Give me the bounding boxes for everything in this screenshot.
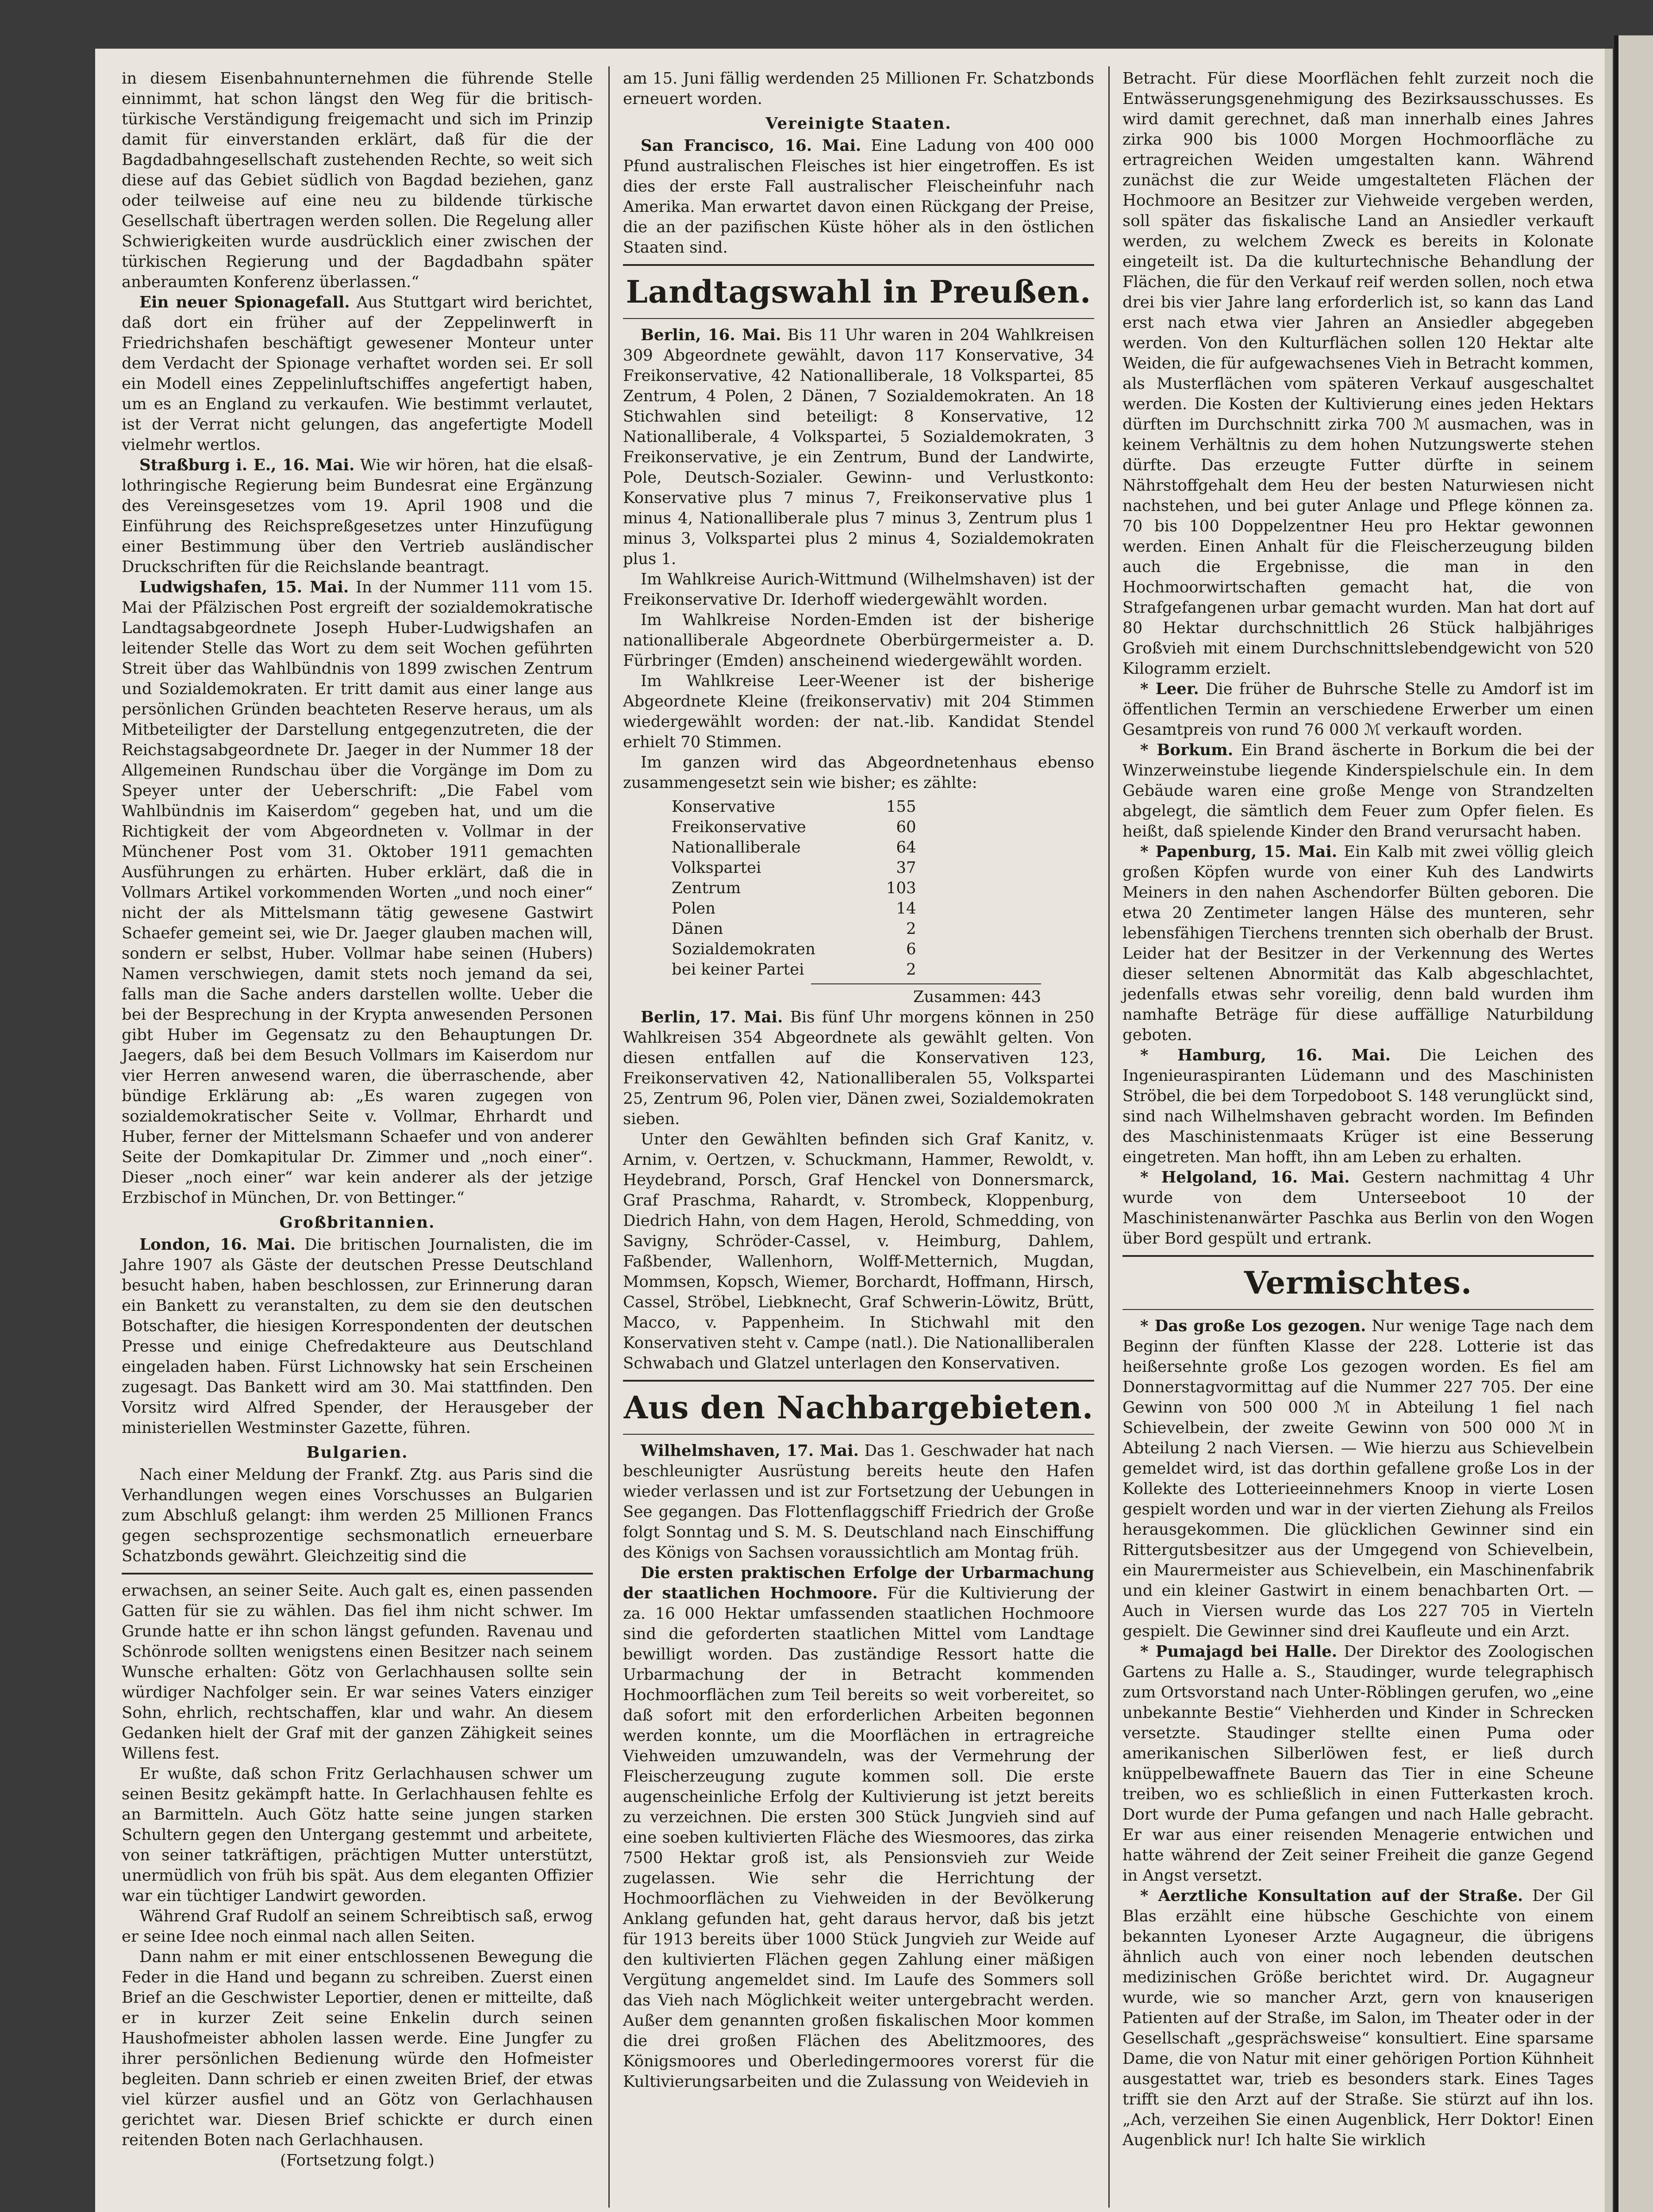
- seat-count: 37: [896, 859, 916, 877]
- article-text: Bis 11 Uhr waren in 204 Wahlkreisen 309 Abgeordnete gewählt, davon 117 Konservative, 34 Freikonservative, 42 Nationalliberale, 18 Volkspartei, 85 Zentrum, 4 Polen, 2 Dänen, 7 Sozialdemokraten. An 18 Stichwahlen sind beteiligt: 8 Konservative, 12 Nationalliberale, 4 Volkspartei, 5 Sozialdemokraten, 3 Freikonservative, je ein Zentrum, Bund der Landwirte, Pole, Deutsch-Sozialer. Gewinn- und Verlustkonto: Konservative plus 7 minus 7, Freikonservative plus 1 minus 4, Nationalliberale plus 7 minus 3, Zentrum plus 1 minus 3, Volkspartei plus 2 minus 4, Sozialdemokraten plus 1.: [623, 326, 1094, 568]
- article: [623, 325, 1094, 569]
- article-text: Nur wenige Tage nach dem Beginn der fünften Klasse der 228. Lotterie ist das heißersehnte große Los gezogen worden. Es fiel am Donnerstagvormittag auf die Nummer 227 705. Der eine Gewinn von 500 000 ℳ in Abteilung 1 fiel nach Schievelbein, der zweite Gewinn von 500 000 ℳ in Abteilung 2 nach Viersen. — Wie hierzu aus Schievelbein gemeldet wird, ist das dorthin gefallene große Los in der Kollekte des Lotterieeinnehmers Knoop in vierte Losen gespielt worden und war in der vierten Ziehung als Freilos herausgekommen. Die glücklichen Gewinner sind ein Rittergutsbesitzer aus der Umgegend von Schievelbein, ein Maurermeister aus Schievelbein, ein Maschinenfabrik und ein kleiner Gastwirt in einem benachbarten Ort. — Auch in Viersen wurde das Los 227 705 in Vierteln gespielt. Die Gewinner sind drei Kaufleute und ein Arzt.: [1123, 1317, 1594, 1640]
- article: [623, 1007, 1094, 1129]
- article-title: * Aerztliche Konsultation auf der Straße.: [1140, 1887, 1523, 1905]
- section-divider: [1123, 1255, 1594, 1257]
- novel-text: Dann nahm er mit einer entschlossenen Bewegung die Feder in die Hand und begann zu schreiben. Zuerst einen Brief an die Geschwister Leportier, denen er mitteilte, daß er in kurzer Zeit seine Enkelin durch seinen Haushofmeister abholen lassen werde. Eine Jungfer zu ihrer persönlichen Bedienung würde den Hofmeister begleiten. Dann schrieb er einen zweiten Brief, der etwas viel kürzer ausfiel und an Götz von Gerlachhausen gerichtet war. Diesen Brief schickte er durch einen reitenden Boten nach Gerlachhausen.: [122, 1948, 593, 2149]
- dateline: * Borkum.: [1140, 741, 1234, 759]
- novel-text: erwachsen, an seiner Seite. Auch galt es, einen passenden Gatten für sie zu wählen. Das fiel ihm nicht schwer. Im Grunde hatte er ihn schon längst gefunden. Ravenau und Schönrode sollten wenigstens einen Besitzer nach seinem Wunsche erhalten: Götz von Gerlachhausen sollte sein würdiger Nachfolger sein. Er war seines Vaters einziger Sohn, ehrlich, rechtschaffen, klar und wahr. An diesem Gedanken hielt der Graf mit der ganzen Zähigkeit seines Willens fest.: [122, 1582, 593, 1763]
- article-text: Das 1. Geschwader hat nach beschleunigter Ausrüstung bereits heute den Hafen wieder verlassen und ist zur Fortsetzung der Uebungen in See gegangen. Das Flottenflaggschiff Friedrich der Große folgt Sonntag und S. M. S. Deutschland nach Einschiffung des Königs von Sachsen voraussichtlich am Montag früh.: [623, 1442, 1094, 1562]
- article-text: Im Wahlkreise Norden-Emden ist der bisherige nationalliberale Abgeordnete Oberbürgermeister a. D. Fürbringer (Emden) anscheinend wiedergewählt worden.: [623, 611, 1094, 670]
- article: [1123, 1886, 1594, 2151]
- article: [623, 136, 1094, 258]
- novel-text: Während Graf Rudolf an seinem Schreibtisch saß, erwog er seine Idee noch einmal nach allen Seiten.: [122, 1907, 593, 1946]
- dateline: * Helgoland, 16. Mai.: [1140, 1168, 1350, 1187]
- article-text: Die früher de Buhrsche Stelle zu Amdorf ist im öffentlichen Termin an verschiedene Erwerber um einen Gesamtpreis von rund 76 000 ℳ verkauft worden.: [1123, 680, 1594, 739]
- article-text: Der Direktor des Zoologischen Gartens zu Halle a. S., Staudinger, wurde telegraphisch zum Ortsvorstand nach Unter-Röblingen gerufen, wo „eine unbekannte Bestie“ Viehherden und Kinder in Schrecken versetzte. Staudinger stellte einen Puma oder amerikanischen Silberlöwen fest, er ließ durch knüppelbewaffnete Bauern das Tier in eine Scheune treiben, wo es schließlich in einen Futterkasten kroch. Dort wurde der Puma gefangen und nach Halle gebracht. Er war aus einer reisenden Menagerie entwichen und hatte während der Zeit seiner Freiheit die ganze Gegend in Angst versetzt.: [1123, 1643, 1594, 1885]
- seat-count: 6: [906, 940, 916, 958]
- article-text: Die britischen Journalisten, die im Jahre 1907 als Gäste der deutschen Presse Deutschland besucht haben, haben beschlossen, zur Erinnerung daran ein Bankett zu veranstalten, zu dem sie den deutschen Botschafter, die hiesigen Korrespondenten der deutschen Presse und einige Chefredakteure aus Deutschland eingeladen haben. Fürst Lichnowsky hat sein Erscheinen zugesagt. Das Bankett wird am 30. Mai stattfinden. Den Vorsitz wird Alfred Spender, der Herausgeber der ministeriellen Westminster Gazette, führen.: [122, 1236, 593, 1437]
- seat-count: 2: [906, 920, 916, 938]
- column-2: [623, 69, 1094, 2092]
- section-heading: Aus den Nachbargebieten.: [623, 1389, 1094, 1426]
- party-name: Sozialdemokraten: [672, 940, 815, 958]
- page-gutter: [1605, 49, 1613, 2212]
- article-title: * Pumajagd bei Halle.: [1140, 1643, 1338, 1661]
- article-title: Ein neuer Spionagefall.: [139, 293, 350, 311]
- party-name: Freikonservative: [672, 818, 806, 836]
- heading-underline: [623, 318, 1094, 319]
- article-text: Gestern nachmittag 4 Uhr wurde von dem Unterseeboot 10 der Maschinistenanwärter Paschka aus Berlin von den Wogen über Bord gespült und ertrank.: [1123, 1168, 1594, 1248]
- feuilleton-divider: [122, 1573, 593, 1575]
- dateline: Straßburg i. E., 16. Mai.: [139, 456, 355, 474]
- section-title: Großbritannien.: [279, 1214, 435, 1232]
- dateline: * Hamburg, 16. Mai.: [1140, 1046, 1391, 1064]
- table-row: [672, 939, 916, 960]
- article-title: Die ersten praktischen Erfolge der Urbarmachung der staatlichen Hochmoore.: [623, 1564, 1094, 1602]
- article: [1123, 842, 1594, 1045]
- article: [1123, 740, 1594, 842]
- heading-underline: [1123, 1309, 1594, 1310]
- article: [623, 1441, 1094, 1563]
- table-row: [672, 858, 916, 878]
- article-text: in diesem Eisenbahnunternehmen die führende Stelle einnimmt, hat schon längst den Weg für die britisch-türkische Verständigung freigemacht und sich im Prinzip damit für einverstanden erklärt, daß für die der Bagdadbahngesellschaft zustehenden Rechte, so weit sich diese auf das Gebiet südlich von Bagdad beziehen, ganz oder teilweise auf eine neu zu bildende türkische Gesellschaft übertragen werden sollen. Die Regelung aller Schwierigkeiten wurde ausdrücklich einer zwischen der türkischen Regierung und der Bagdadbahn später anberaumten Konferenz überlassen.“: [122, 69, 593, 291]
- article: [1123, 1045, 1594, 1167]
- column-1: [122, 69, 593, 2171]
- article: [122, 292, 593, 455]
- party-name: Nationalliberale: [672, 838, 801, 856]
- section-heading: Vermischtes.: [1244, 1264, 1472, 1301]
- seat-count: 103: [886, 879, 916, 897]
- section-title: Bulgarien.: [306, 1444, 408, 1462]
- heading-underline: [623, 1434, 1094, 1435]
- dateline: London, 16. Mai.: [139, 1236, 296, 1254]
- dateline: San Francisco, 16. Mai.: [641, 137, 861, 155]
- section-divider: [623, 1380, 1094, 1382]
- dateline: * Papenburg, 15. Mai.: [1140, 843, 1338, 861]
- article-text: Die Leichen des Ingenieuraspiranten Lüdemann und des Maschinisten Ströbel, die bei dem Torpedoboot S. 148 verunglückt sind, sind nach Wilhelmshaven gebracht worden. Im Befinden des Maschinistenmaats Krüger ist eine Besserung eingetreten. Man hofft, ihn am Leben zu erhalten.: [1123, 1046, 1594, 1166]
- article-text: Unter den Gewählten befinden sich Graf Kanitz, v. Arnim, v. Oertzen, v. Schuckmann, Hammer, Rewoldt, v. Heydebrand, Porsch, Graf Henckel von Donnersmarck, Graf Praschma, Rahardt, v. Strombeck, Kloppenburg, Diedrich Hahn, von dem Hagen, Herold, Schmedding, von Savigny, Schröder-Cassel, v. Heimburg, Dahlem, Faßbender, Wallenhorn, Wolff-Metternich, Mugdan, Mommsen, Kopsch, Wiemer, Borchardt, Hoffmann, Hirsch, Cassel, Ströbel, Liebknecht, Graf Schwerin-Löwitz, Brütt, Macco, v. Pappenheim. In Stichwahl mit den Konservativen steht v. Campe (natl.). Die Nationalliberalen Schwabach und Glatzel unterlagen den Konservativen.: [623, 1130, 1094, 1372]
- table-row: [672, 960, 916, 980]
- article-text: Wie wir hören, hat die elsaß-lothringische Regierung beim Bundesrat eine Ergänzung des Vereinsgesetzes vom 19. April 1908 und die Einführung des Reichspreßgesetzes unter Hinzufügung einer Bestimmung über den Vertrieb ausländischer Druckschriften für die Reichslande beantragt.: [122, 456, 593, 576]
- dateline: * Leer.: [1140, 680, 1199, 698]
- article-text: Ein Brand äscherte in Borkum die bei der Winzerweinstube liegende Kinderspielschule ein. In dem Gebäude waren eine große Menge von Strandzelten abgelegt, die sämtlich dem Feuer zum Opfer fielen. Es heißt, daß spielende Kinder den Brand verursacht haben.: [1123, 741, 1594, 841]
- seat-total: Zusammen: 443: [811, 983, 1041, 1007]
- section-heading: Landtagswahl in Preußen.: [626, 273, 1092, 310]
- seat-count: 2: [906, 960, 916, 979]
- table-row: [672, 919, 916, 939]
- party-name: Volkspartei: [672, 859, 761, 877]
- dateline: Berlin, 17. Mai.: [641, 1008, 783, 1026]
- seat-count: 14: [896, 899, 916, 918]
- dateline: Ludwigshafen, 15. Mai.: [139, 578, 349, 596]
- article-text: Betracht. Für diese Moorflächen fehlt zurzeit noch die Entwässerungsgenehmigung des Bezirksausschusses. Es wird damit gerechnet, daß man innerhalb eines Jahres zirka 900 bis 1000 Morgen Hochmoorfläche zu ertragreichen Weiden umgestalten kann. Während zunächst die zur Weide umgestalteten Flächen der Hochmoore an Besitzer zur Viehweide vergeben werden, soll später das fiskalische Land an Ansiedler verkauft werden, zu welchem Zweck es bereits in Kolonate eingeteilt ist. Da die kulturtechnische Behandlung der Flächen, die für den Verkauf reif werden sollen, noch etwa drei bis vier Jahre lang erforderlich ist, so kann das Land erst nach etwa vier Jahren an Ansiedler abgegeben werden. Von den Kulturflächen sollen 120 Hektar alte Weiden, die für aufgewachsenes Vieh in Betracht kommen, als Musterflächen vom späteren Verkauf ausgeschaltet werden. Die Kosten der Kultivierung eines jeden Hektars dürften im Durchschnitt zirka 700 ℳ ausmachen, was in keinem Verhältnis zu dem hohen Nutzungswerte stehen dürfte. Das erzeugte Futter dürfte in seinem Nährstoffgehalt dem Heu der besten Naturwiesen nicht nachstehen, und bei guter Anlage und Pflege können za. 70 bis 100 Doppelzentner Heu pro Hektar gewonnen werden. Einen Anhalt für die Fleischerzeugung bilden auch die Ergebnisse, die man in den Hochmoorwirtschaften gemacht hat, die von Strafgefangenen urbar gemacht wurden. Man hat dort auf 80 Hektar durchschnittlich 26 Stück halbjähriges Großvieh mit einem Durchschnittslebendgewicht von 520 Kilogramm erzielt.: [1123, 69, 1594, 678]
- party-name: bei keiner Partei: [672, 960, 804, 979]
- party-name: Zentrum: [672, 879, 741, 897]
- continuation-note: (Fortsetzung folgt.): [280, 2151, 435, 2170]
- article: [122, 577, 593, 1208]
- article: [623, 1563, 1094, 2092]
- novel-text: Er wußte, daß schon Fritz Gerlachhausen schwer um seinen Besitz gekämpft hatte. In Gerlachhausen fehlte es an Barmitteln. Auch Götz hatte seine jungen starken Schultern gegen den Untergang gestemmt und arbeitete, von seiner tatkräftigen, prächtigen Mutter unterstützt, unermüdlich von früh bis spät. Aus dem eleganten Offizier war ein tüchtiger Landwirt geworden.: [122, 1765, 593, 1905]
- section-divider: [623, 264, 1094, 266]
- article: [122, 455, 593, 577]
- article-text: Bis fünf Uhr morgens können in 250 Wahlkreisen 354 Abgeordnete als gewählt gelten. Von diesen entfallen auf die Konservativen 123, Freikonservativen 42, Nationalliberalen 55, Volkspartei 25, Zentrum 96, Polen vier, Dänen zwei, Sozialdemokraten sieben.: [623, 1008, 1094, 1128]
- section-title: Vereinigte Staaten.: [765, 115, 952, 133]
- article-text: Aus Stuttgart wird berichtet, daß dort ein früher auf der Zeppelinwerft in Friedrichshafen beschäftigt gewesener Monteur unter dem Verdacht der Spionage verhaftet worden sei. Er soll ein Modell eines Zeppelinluftschiffes angefertigt haben, um es an England zu verkaufen. Wie bestimmt verlautet, ist der Verrat nicht gelungen, das angefertigte Modell vielmehr wertlos.: [122, 293, 593, 454]
- article-title: * Das große Los gezogen.: [1140, 1317, 1366, 1335]
- article-text: Im ganzen wird das Abgeordnetenhaus ebenso zusammengesetzt sein wie bisher; es zählte:: [623, 753, 1094, 792]
- table-row: [672, 817, 916, 837]
- dateline: Wilhelmshaven, 17. Mai.: [641, 1442, 859, 1460]
- party-name: Polen: [672, 899, 716, 918]
- dateline: Berlin, 16. Mai.: [641, 326, 781, 344]
- table-row: [672, 878, 916, 899]
- party-name: Dänen: [672, 920, 723, 938]
- article-text: Im Wahlkreise Leer-Weener ist der bisherige Abgeordnete Kleine (freikonservativ) mit 204 Stimmen wiedergewählt worden: der nat.-lib. Kandidat Stendel erhielt 70 Stimmen.: [623, 672, 1094, 751]
- article-text: Für die Kultivierung der za. 16 000 Hektar umfassenden staatlichen Hochmoore sind die geforderten staatlichen Mittel vom Landtage bewilligt worden. Das zuständige Ressort hatte die Urbarmachung der in Betracht kommenden Hochmoorflächen zum Teil bereits so weit vorbereitet, so daß sofort mit den erforderlichen Arbeiten begonnen werden konnte, um die Moorflächen in ertragreiche Viehweiden umzuwandeln, was der Vermehrung der Fleischerzeugung zugute kommen soll. Die erste augenscheinliche Erfolg der Kultivierung ist jetzt bereits zu verzeichnen. Die ersten 300 Stück Jungvieh sind auf eine soeben kultivierten Fläche des Wiesmoores, das zirka 7500 Hektar groß ist, als Pensionsvieh zur Weide zugelassen. Wie sehr die Herrichtung der Hochmoorflächen zu Viehweiden in der Bevölkerung Anklang gefunden hat, geht daraus hervor, daß bis jetzt für 1913 bereits über 1000 Stück Jungvieh zur Weide auf den kultivierten Flächen gegen Zahlung einer mäßigen Vergütung angemeldet sind. Im Laufe des Sommers soll das Vieh nach Möglichkeit weiter untergebracht werden. Außer dem genannten großen fiskalischen Moor kommen die drei großen Flächen des Abelitzmoores, des Königsmoores und Oberledingermoores vorerst für die Kultivierungsarbeiten und die Zulassung von Weidevieh in: [623, 1584, 1095, 2091]
- table-row: [672, 899, 916, 919]
- article-text: In der Nummer 111 vom 15. Mai der Pfälzischen Post ergreift der sozialdemokratische Landtagsabgeordnete Joseph Huber-Ludwigshafen an leitender Stelle das Wort zu dem seit Wochen geführten Streit über das Wahlbündnis von 1899 zwischen Zentrum und Sozialdemokraten. Er tritt damit aus einer lange aus persönlichen Gründen beachteten Reserve heraus, um als Mitbeteiligter der Darstellung entgegenzutreten, die der Reichstagsabgeordnete Dr. Jaeger in der Nummer 18 der Allgemeinen Rundschau über die Vorgänge im Dom zu Speyer unter der Ueberschrift: „Die Fabel vom Wahlbündnis im Kaiserdom“ gegeben hat, und um die Richtigkeit der vom Abgeordneten v. Vollmar in der Münchener Post vom 31. Oktober 1911 gemachten Ausführungen zu erhärten. Huber erklärt, daß die in Vollmars Artikel vorkommenden Worten „und noch einer“ nicht der als Mittelsmann tätig gewesene Gastwirt Schaefer gemeint sei, wie Dr. Jaeger glauben machen will, sondern er selbst, Huber. Vollmar habe seinen (Hubers) Namen verschwiegen, damit stets noch jemand da sei, falls man die Sache anders darstellen wollte. Ueber die bei der Besprechung in der Krypta anwesenden Personen gibt Huber im Gegensatz zu den Behauptungen Dr. Jaegers, daß bei dem Besuch Vollmars im Kaiserdom nur vier Herren anwesend waren, die überraschende, aber bündige Erklärung ab: „Es waren zugegen von sozialdemokratischer Seite v. Vollmar, Ehrhardt und Huber, ferner der Mittelsmann Schaefer und von anderer Seite der Domkapitular Dr. Zimmer und „noch einer“. Dieser „noch einer“ war kein anderer als der jetzige Erzbischof in München, Dr. von Bettinger.“: [122, 578, 593, 1207]
- article-text: am 15. Juni fällig werdenden 25 Millionen Fr. Schatzbonds erneuert worden.: [623, 69, 1094, 108]
- article-text: Der Gil Blas erzählt eine hübsche Geschichte von einem bekannten Lyoneser Arzte Augagneur, die übrigens ähnlich auch von einer noch lebenden deutschen medizinischen Größe berichtet wird. Dr. Augagneur wurde, wie so mancher Arzt, gern von knauserigen Patienten auf der Straße, im Salon, im Theater oder in der Gesellschaft „gesprächsweise“ konsultiert. Eine sparsame Dame, die von Natur mit einer gehörigen Portion Kühnheit ausgestattet war, trieb es besonders stark. Eines Tages trifft sie den Arzt auf der Straße. Sie stürzt auf ihn los. „Ach, verzeihen Sie einen Augenblick, Herr Doktor! Einen Augenblick nur! Ich halte Sie wirklich: [1123, 1887, 1594, 2149]
- seat-count: 155: [886, 798, 916, 816]
- newspaper-page: [95, 49, 1613, 2212]
- article-text: Im Wahlkreise Aurich-Wittmund (Wilhelmshaven) ist der Freikonservative Dr. Iderhoff wiedergewählt worden.: [623, 570, 1094, 609]
- seat-table: [672, 797, 916, 980]
- article: [1123, 1316, 1594, 1642]
- table-row: [672, 837, 916, 858]
- adjacent-page-edge: [1614, 35, 1653, 2212]
- article-text: Eine Ladung von 400 000 Pfund australischen Fleisches ist hier eingetroffen. Es ist dies der erste Fall australischer Fleischeinfuhr nach Amerika. Man erwartet davon einen Rückgang der Preise, die an der pazifischen Küste höher als in den östlichen Staaten sind.: [623, 137, 1094, 257]
- article: [1123, 1642, 1594, 1886]
- article: [122, 1235, 593, 1438]
- table-row: [672, 797, 916, 817]
- column-rule: [608, 66, 610, 2208]
- party-name: Konservative: [672, 798, 775, 816]
- article-text: Ein Kalb mit zwei völlig gleich großen Köpfen wurde von einer Kuh des Landwirts Meiners in den nahen Aschendorfer Bülten geboren. Die etwa 20 Zentimeter langen Hälse des munteren, sehr lebensfähigen Tierchens trennten sich oberhalb der Brust. Leider hat der Besitzer in der Verkennung des Wertes dieser seltenen Abnormität das Kalb abgeschlachtet, jedenfalls etwas sehr voreilig, denn bald wurden ihm namhafte Beträge für diese auffällige Naturbildung geboten.: [1123, 843, 1594, 1044]
- article: [1123, 679, 1594, 740]
- article: [1123, 1167, 1594, 1249]
- seat-count: 64: [896, 838, 916, 856]
- column-3: [1123, 69, 1594, 2151]
- seat-count: 60: [896, 818, 916, 836]
- article-text: Nach einer Meldung der Frankf. Ztg. aus Paris sind die Verhandlungen wegen eines Vorschusses an Bulgarien zum Abschluß gelangt: ihm werden 25 Millionen Francs gegen sechsprozentige sechsmonatlich erneuerbare Schatzbonds gewährt. Gleichzeitig sind die: [122, 1466, 593, 1565]
- column-rule: [1108, 66, 1110, 2208]
